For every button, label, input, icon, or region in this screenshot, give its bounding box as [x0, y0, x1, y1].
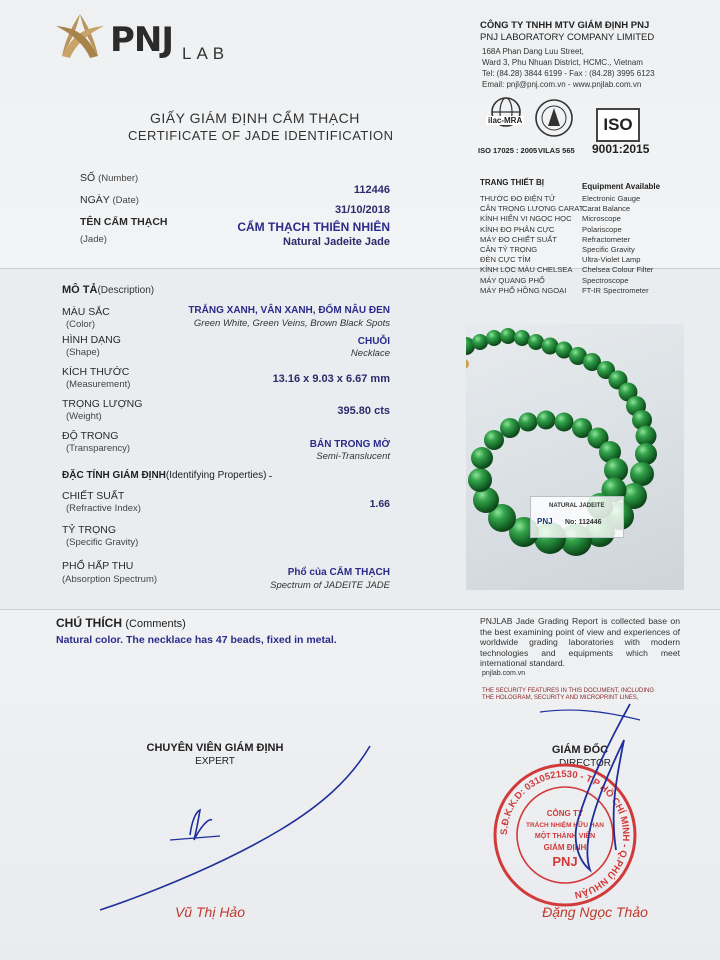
equipment-item: KÍNH LỌC MÀU CHELSEA — [480, 265, 573, 275]
company-name-en: PNJ LABORATORY COMPANY LIMITED — [480, 32, 655, 43]
color-label: MÀU SẮC — [62, 306, 110, 318]
shape-value-en: Necklace — [350, 348, 390, 359]
necklace-photo — [466, 324, 684, 590]
jade-name-vn: CẨM THẠCH THIÊN NHIÊN — [237, 220, 390, 234]
certificate-date: 31/10/2018 — [334, 204, 390, 216]
pnj-logo-icon — [52, 12, 108, 60]
company-web: Email: pnjl@pnj.com.vn - www.pnjlab.com.vn — [482, 80, 642, 89]
stamp-line-1: CÔNG TY — [546, 809, 584, 818]
equipment-item: Electronic Gauge — [582, 194, 641, 203]
stamp-line-3: MỘT THÀNH VIÊN — [534, 833, 596, 840]
weight-label: TRỌNG LƯỢNG — [62, 398, 143, 410]
measurement-label-en: (Measurement) — [66, 379, 131, 390]
director-name: Đặng Ngọc Thảo — [542, 904, 648, 920]
sg-label: TỶ TRỌNG — [62, 524, 117, 536]
expert-signature-image — [80, 740, 380, 920]
photo-tag-number: No: 112446 — [565, 519, 602, 526]
ri-label-en: (Refractive Index) — [66, 503, 141, 514]
equipment-item: CÂN TRỌNG LƯỢNG CARAT — [480, 204, 584, 214]
certificate-number: 112446 — [353, 184, 390, 196]
title-vn: GIẤY GIÁM ĐỊNH CẨM THẠCH — [150, 110, 360, 126]
measurement-label: KÍCH THƯỚC — [62, 366, 130, 378]
jade-name-en: Natural Jadeite Jade — [283, 236, 390, 248]
equipment-item: Carat Balance — [582, 204, 631, 214]
color-value-vn: TRẮNG XANH, VÂN XANH, ĐỐM NÂU ĐEN — [188, 305, 390, 316]
photo-tag-logo: PNJ — [537, 517, 553, 526]
brand-name: PNJ — [110, 20, 174, 60]
photo-tag-title: NATURAL JADEITE — [549, 503, 605, 509]
absorption-label-en: (Absorption Spectrum) — [62, 574, 158, 585]
equipment-item: Refractometer — [582, 234, 631, 244]
stamp-line-2: TRÁCH NHIỆM HỮU HẠN — [526, 822, 604, 829]
company-name-vn: CÔNG TY TNHH MTV GIÁM ĐỊNH PNJ — [480, 20, 650, 31]
ilac-label: ilac-MRA — [488, 116, 523, 125]
vilas-label: VILAS 565 — [538, 146, 575, 155]
description-heading: MÔ TẢ(Description) — [62, 284, 155, 296]
ilac-badge — [478, 96, 534, 142]
transparency-value-vn: BÁN TRONG MỜ — [309, 439, 390, 450]
director-title-en: DIRECTOR — [558, 758, 612, 769]
equipment-item: Chelsea Colour Filter — [582, 265, 654, 275]
company-address-2: Ward 3, Phu Nhuan District, HCMC., Vietnam — [482, 58, 643, 67]
date-label: NGÀY (Date) — [80, 194, 139, 206]
equipment-item: Polariscope — [582, 224, 622, 234]
equipment-item: Ultra-Violet Lamp — [582, 255, 641, 265]
equipment-item: THƯỚC ĐO ĐIỆN TỬ — [480, 194, 556, 203]
comments-text: Natural color. The necklace has 47 beads, fixed in metal. — [56, 634, 337, 646]
transparency-label: ĐỘ TRONG — [62, 430, 119, 442]
color-value-en: Green White, Green Veins, Brown Black Spots — [193, 318, 390, 329]
color-label-en: (Color) — [66, 319, 96, 330]
transparency-value-en: Semi-Translucent — [316, 451, 390, 462]
photo-tag — [530, 496, 624, 538]
equipment-item: KÍNH ĐO PHÂN CỰC — [480, 224, 555, 234]
equipment-item: MÁY QUANG PHỔ — [480, 275, 545, 285]
company-address-1: 168A Phan Dang Luu Street, — [482, 47, 584, 56]
weight-label-en: (Weight) — [66, 411, 102, 422]
brand-suffix: LAB — [182, 44, 230, 63]
website: pnjlab.com.vn — [482, 670, 526, 677]
iso17025-label: ISO 17025 : 2005 — [478, 146, 538, 155]
iso9001-label: 9001:2015 — [592, 142, 650, 156]
transparency-label-en: (Transparency) — [66, 443, 131, 454]
jade-label: TÊN CẨM THẠCH — [80, 216, 168, 228]
shape-label-en: (Shape) — [66, 347, 100, 358]
absorption-value-vn: Phổ của CẨM THẠCH — [287, 567, 390, 578]
shape-value-vn: CHUỖI — [357, 336, 390, 347]
equipment-item: FT-IR Spectrometer — [582, 285, 649, 295]
expert-title-en: EXPERT — [195, 756, 235, 767]
equipment-heading-vn: TRANG THIẾT BỊ — [480, 178, 544, 187]
ri-value: 1.66 — [369, 498, 390, 510]
properties-heading: ĐẶC TÍNH GIÁM ĐỊNH(Identifying Properties) — [62, 470, 267, 481]
shape-label: HÌNH DẠNG — [62, 334, 121, 346]
stamp-line-5: PNJ — [552, 854, 578, 869]
equipment-item: CÂN TỶ TRỌNG — [480, 245, 538, 255]
stamp-line-4: GIÁM ĐỊNH — [543, 843, 587, 852]
director-signature-image — [520, 700, 660, 900]
equipment-item: MÁY ĐO CHIẾT SUẤT — [480, 234, 557, 244]
iso-badge — [596, 108, 640, 142]
equipment-item: Microscope — [582, 214, 621, 224]
expert-name: Vũ Thị Hảo — [174, 904, 246, 920]
equipment-heading-en: Equipment Available — [582, 182, 661, 191]
weight-value: 395.80 cts — [337, 405, 390, 417]
equipment-item: ĐÈN CỰC TÍM — [480, 255, 531, 265]
expert-title: CHUYÊN VIÊN GIÁM ĐỊNH — [146, 742, 284, 754]
ri-label: CHIẾT SUẤT — [62, 490, 125, 502]
equipment-list-en — [582, 194, 653, 296]
director-title: GIÁM ĐỐC — [551, 744, 609, 756]
title-en: CERTIFICATE OF JADE IDENTIFICATION — [128, 128, 394, 143]
absorption-value-en: Spectrum of JADEITE JADE — [270, 580, 390, 591]
jade-label-en: (Jade) — [80, 234, 107, 245]
equipment-item: Specific Gravity — [582, 245, 635, 255]
comments-heading: CHÚ THÍCH (Comments) — [56, 616, 186, 630]
equipment-item: MÁY PHỔ HỒNG NGOẠI — [480, 285, 567, 295]
jade-necklace-image — [466, 324, 684, 590]
equipment-item: Spectroscope — [582, 275, 629, 285]
equipment-list-vn — [480, 194, 583, 296]
measurement-value: 13.16 x 9.03 x 6.67 mm — [272, 373, 390, 385]
sg-label-en: (Specific Gravity) — [66, 537, 139, 548]
security-note: THE SECURITY FEATURES IN THIS DOCUMENT, INCLUDING THE HOLOGRAM, SECURITY AND MICROPRINT LINES, — [482, 688, 655, 701]
report-note: PNJLAB Jade Grading Report is collected base on the best examining point of view and experiences of worldwide grading laboratories with modern technologies and equipments which meet international standard. — [480, 616, 680, 668]
absorption-label: PHỔ HẤP THU — [62, 560, 134, 572]
iso-mark: ISO — [603, 115, 633, 134]
stamp-ring-text: S.Đ.K.K.D: 0310521530 - T.P HỒ CHÍ MINH - Q.PHÚ NHUẬN — [498, 768, 632, 901]
vilas-seal-icon — [534, 96, 574, 142]
equipment-item: KÍNH HIỂN VI NGỌC HỌC — [480, 214, 572, 224]
number-label: SỐ (Number) — [80, 172, 139, 184]
company-phone: Tel: (84.28) 3844 6199 - Fax : (84.28) 3995 6123 — [482, 69, 655, 78]
